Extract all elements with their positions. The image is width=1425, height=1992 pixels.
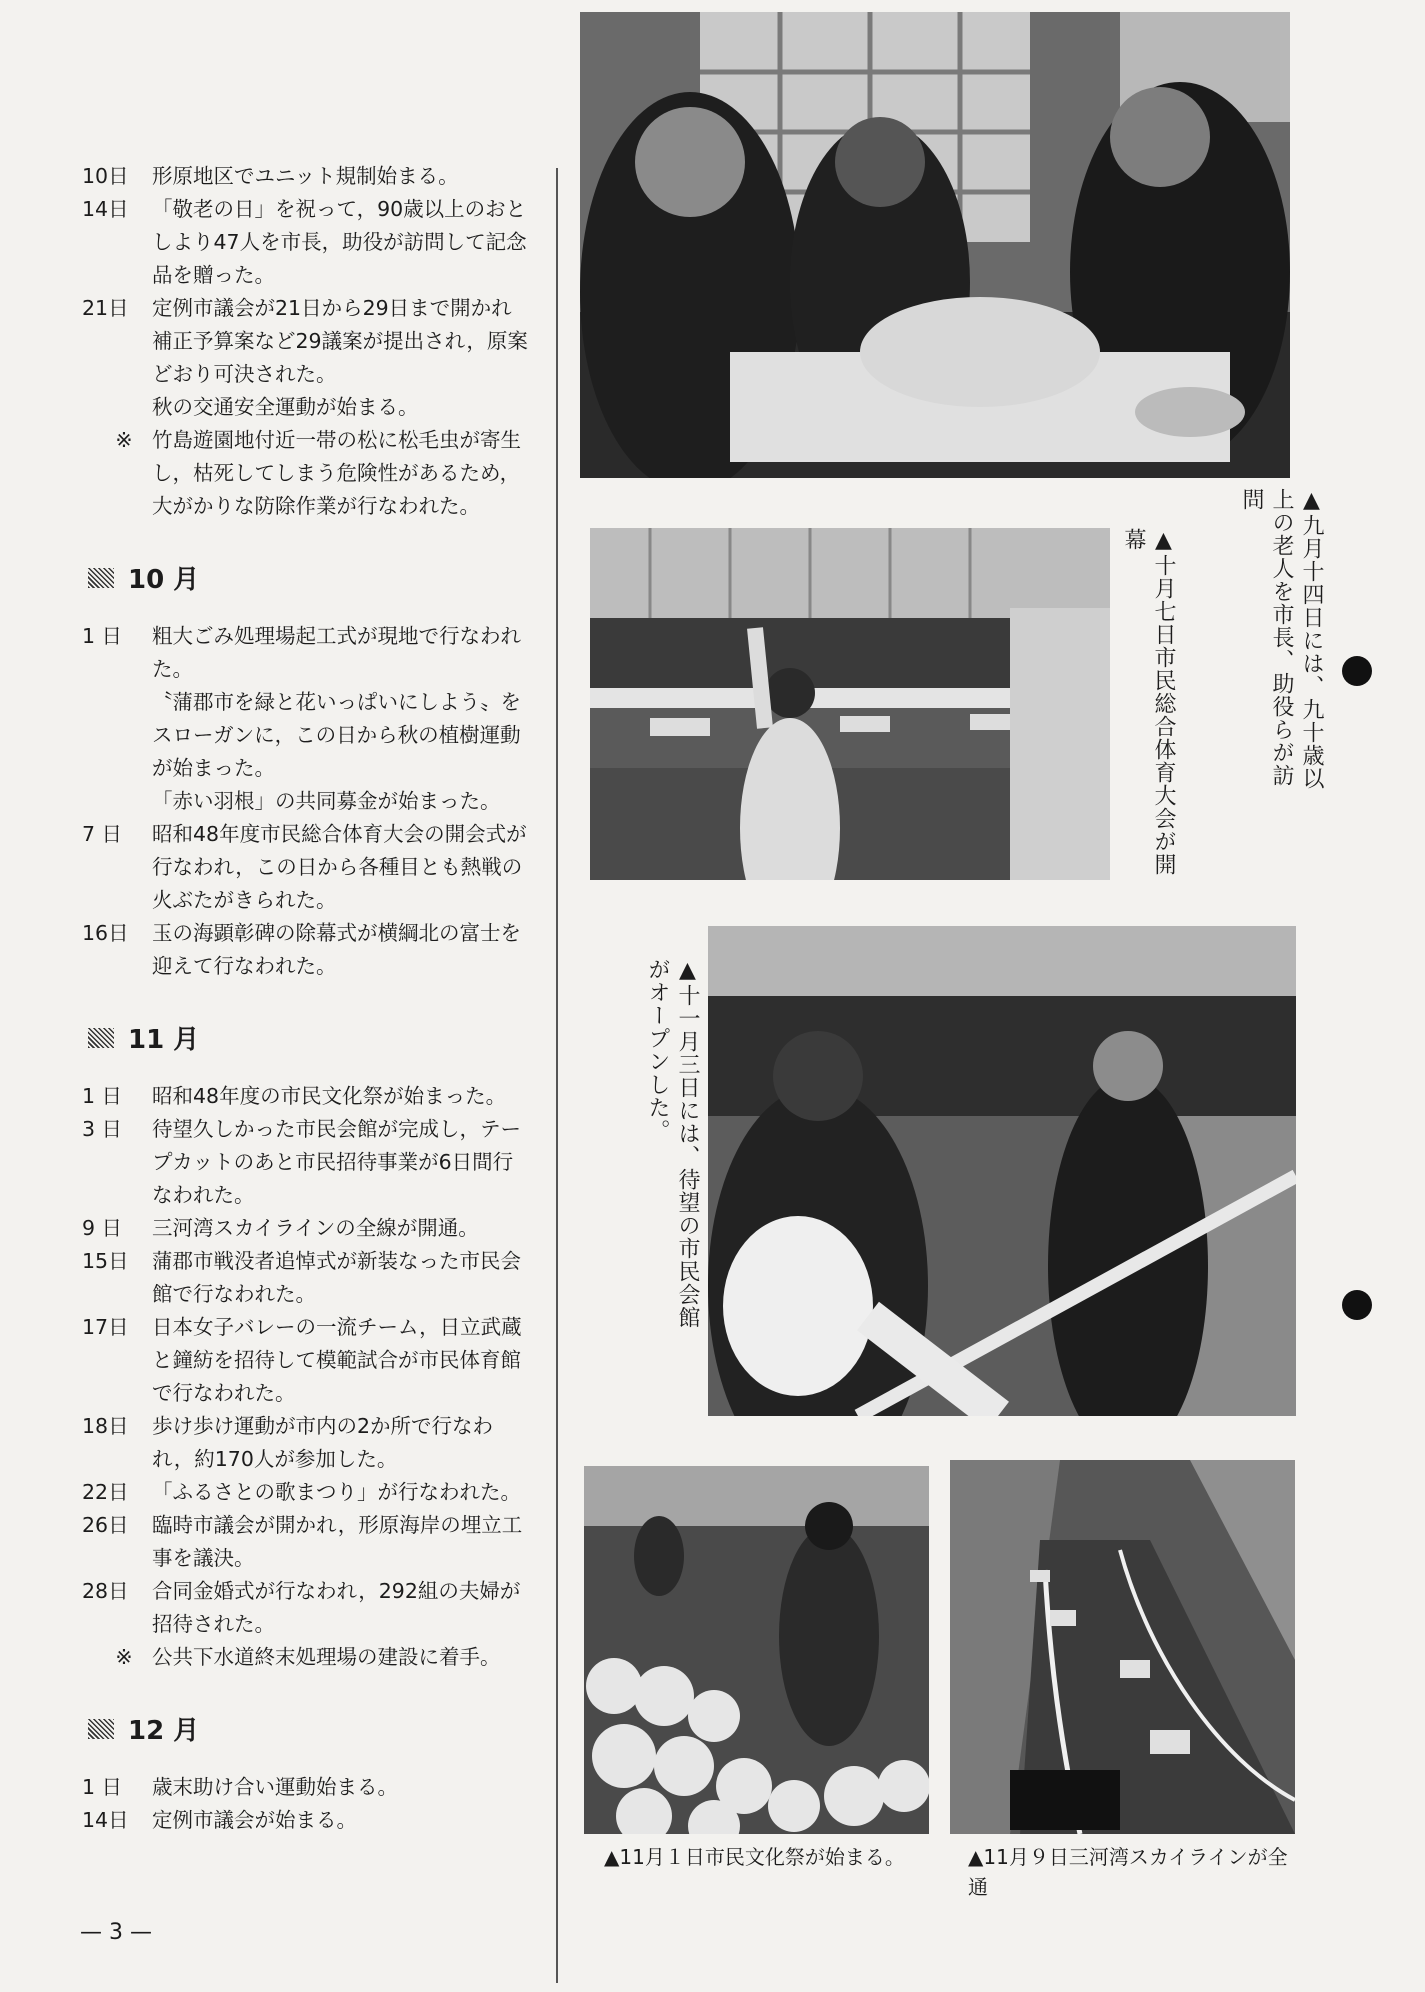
entry-text: 秋の交通安全運動が始まる。	[152, 395, 419, 419]
entry-date: 1 日	[82, 624, 123, 648]
entry-date: 1 日	[82, 1775, 123, 1799]
list-item	[82, 686, 532, 785]
list-item	[82, 1771, 532, 1804]
entry-date: 10日	[82, 164, 129, 188]
list-item	[82, 1113, 532, 1212]
list-item	[82, 1311, 532, 1410]
list-item	[82, 1410, 532, 1476]
photo-civic-hall-opening	[708, 926, 1296, 1416]
entry-text: 公共下水道終末処理場の建設に着手。	[152, 1645, 501, 1669]
column-divider	[556, 168, 558, 1983]
entry-date	[82, 686, 152, 785]
entry-text: 粗大ごみ処理場起工式が現地で行なわれた。	[152, 624, 521, 681]
note-mark: ※	[115, 1645, 133, 1669]
hatch-mark-icon	[88, 568, 114, 588]
entry-text: 定例市議会が21日から29日まで開かれ補正予算案など29議案が提出され，原案どおり可決された。	[152, 296, 528, 386]
october-list	[82, 620, 532, 983]
list-item	[82, 818, 532, 917]
photo-elderly-visit	[580, 12, 1290, 478]
entry-text: 定例市議会が始まる。	[152, 1808, 357, 1832]
entry-text: 蒲郡市戦没者追悼式が新装なった市民会館で行なわれた。	[152, 1249, 521, 1306]
hatch-mark-icon	[88, 1028, 114, 1048]
december-list	[82, 1771, 532, 1837]
september-list	[82, 160, 532, 523]
entry-text: 歳末助け合い運動始まる。	[152, 1775, 398, 1799]
caption-photo5: ▲11月９日三河湾スカイラインが全通	[968, 1845, 1288, 1899]
entry-text: 臨時市議会が開かれ，形原海岸の埋立工事を議決。	[152, 1513, 523, 1570]
hatch-mark-icon	[88, 1719, 114, 1739]
list-item	[82, 1804, 532, 1837]
list-item	[82, 785, 532, 818]
november-list	[82, 1080, 532, 1674]
chronology-column	[82, 160, 532, 1837]
list-item	[82, 391, 532, 424]
binder-hole	[1342, 656, 1372, 686]
entry-date: 14日	[82, 1808, 129, 1832]
caption-photo4: ▲11月１日市民文化祭が始まる。	[604, 1845, 905, 1869]
list-item	[82, 424, 532, 523]
entry-date: 15日	[82, 1249, 129, 1273]
photo-sports-meet	[590, 528, 1110, 880]
list-item	[82, 1476, 532, 1509]
list-item	[82, 292, 532, 391]
entry-date	[82, 785, 152, 818]
entry-date: 26日	[82, 1513, 129, 1537]
list-item	[82, 160, 532, 193]
november-heading: 11 月	[88, 1019, 532, 1056]
page-number: — 3 —	[80, 1920, 152, 1945]
entry-date: 7 日	[82, 822, 123, 846]
entry-text: 玉の海顕彰碑の除幕式が横綱北の富士を迎えて行なわれた。	[152, 921, 521, 978]
list-item	[82, 1212, 532, 1245]
entry-date: 1 日	[82, 1084, 123, 1108]
entry-date: 14日	[82, 197, 129, 221]
entry-text: 形原地区でユニット規制始まる。	[152, 164, 459, 188]
list-item	[82, 917, 532, 983]
entry-text: 〝蒲郡市を緑と花いっぱいにしよう〟をスローガンに，この日から秋の植樹運動が始まった。	[152, 690, 521, 780]
entry-date: 16日	[82, 921, 129, 945]
entry-text: 待望久しかった市民会館が完成し，テープカットのあと市民招待事業が6日間行なわれた。	[152, 1117, 521, 1207]
entry-text: 「赤い羽根」の共同募金が始まった。	[152, 789, 501, 813]
entry-text: 歩け歩け運動が市内の2か所で行なわれ，約170人が参加した。	[152, 1414, 494, 1471]
entry-text: 昭和48年度の市民文化祭が始まった。	[152, 1084, 507, 1108]
list-item	[82, 1080, 532, 1113]
caption-photo3: ▲十一月三日には、待望の市民会館がオープンした。	[645, 958, 700, 1329]
entry-text: 「敬老の日」を祝って，90歳以上のおとしより47人を市長，助役が訪問して記念品を贈った。	[152, 197, 527, 287]
entry-date: 17日	[82, 1315, 129, 1339]
list-item	[82, 1641, 532, 1674]
december-heading: 12 月	[88, 1710, 532, 1747]
binder-hole	[1342, 1290, 1372, 1320]
list-item	[82, 1575, 532, 1641]
entry-date: 3 日	[82, 1117, 123, 1141]
entry-date: 28日	[82, 1579, 129, 1603]
entry-date: 21日	[82, 296, 129, 320]
entry-date: 22日	[82, 1480, 129, 1504]
caption-photo2: ▲十月七日市民総合体育大会が開幕	[1121, 528, 1176, 876]
entry-date: 18日	[82, 1414, 129, 1438]
list-item	[82, 620, 532, 686]
photo-culture-festival	[584, 1466, 929, 1834]
october-heading: 10 月	[88, 559, 532, 596]
entry-date	[82, 391, 152, 424]
photo-skyline-road	[950, 1460, 1295, 1834]
note-mark: ※	[115, 428, 133, 452]
entry-text: 合同金婚式が行なわれ，292組の夫婦が招待された。	[152, 1579, 521, 1636]
caption-photo1: ▲九月十四日には、九十歳以上の老人を市長、助役らが訪問	[1239, 488, 1324, 790]
list-item	[82, 193, 532, 292]
entry-text: 三河湾スカイラインの全線が開通。	[152, 1216, 479, 1240]
entry-text: 「ふるさとの歌まつり」が行なわれた。	[152, 1480, 521, 1504]
list-item	[82, 1245, 532, 1311]
entry-date: 9 日	[82, 1216, 123, 1240]
list-item	[82, 1509, 532, 1575]
entry-text: 竹島遊園地付近一帯の松に松毛虫が寄生し，枯死してしまう危険性があるため，大がかりな防除作業が行なわれた。	[152, 428, 521, 518]
entry-text: 日本女子バレーの一流チーム，日立武蔵と鐘紡を招待して模範試合が市民体育館で行なわれた。	[152, 1315, 522, 1405]
entry-text: 昭和48年度市民総合体育大会の開会式が行なわれ，この日から各種目とも熱戦の火ぶたがきられた。	[152, 822, 527, 912]
